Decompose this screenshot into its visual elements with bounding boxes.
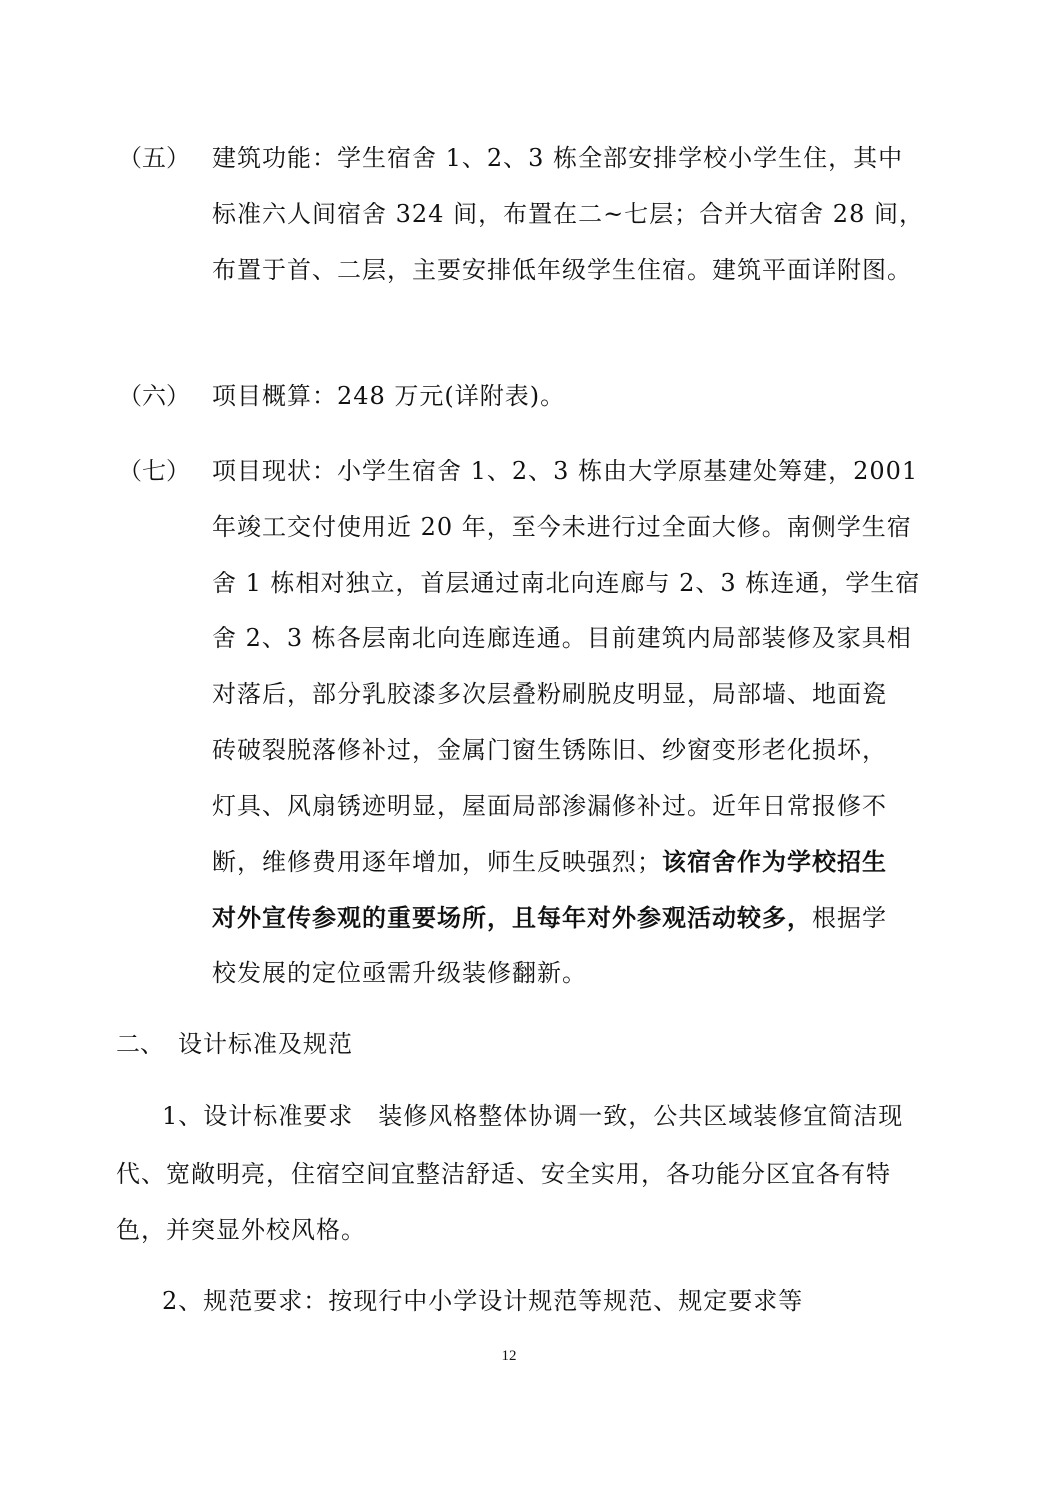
item-7-line-5: 对落后，部分乳胶漆多次层叠粉刷脱皮明显，局部墙、地面瓷 bbox=[212, 680, 887, 708]
item-7-line-8-normal: 断，维修费用逐年增加，师生反映强烈； bbox=[212, 848, 662, 876]
item-7-line-8 bbox=[212, 846, 887, 878]
item-7-line-7: 灯具、风扇锈迹明显，屋面局部渗漏修补过。近年日常报修不 bbox=[212, 792, 887, 820]
item-7-line-1: 项目现状：小学生宿舍 1、2、3 栋由大学原基建处筹建，2001 bbox=[212, 457, 919, 485]
page-number: 12 bbox=[501, 1348, 517, 1364]
item-5-marker: （五） bbox=[118, 144, 190, 172]
item-7-line-8-bold: 该宿舍作为学校招生 bbox=[662, 847, 887, 876]
para-1-line-3: 色，并突显外校风格。 bbox=[116, 1216, 366, 1244]
item-6-marker: （六） bbox=[118, 382, 190, 410]
item-7-line-6: 砖破裂脱落修补过，金属门窗生锈陈旧、纱窗变形老化损坏， bbox=[212, 736, 887, 764]
item-7-marker: （七） bbox=[118, 457, 190, 485]
item-7-line-2: 年竣工交付使用近 20 年，至今未进行过全面大修。南侧学生宿 bbox=[212, 513, 912, 541]
item-7-line-4: 舍 2、3 栋各层南北向连廊连通。目前建筑内局部装修及家具相 bbox=[212, 624, 912, 652]
item-7-line-10: 校发展的定位亟需升级装修翻新。 bbox=[212, 959, 587, 987]
item-5-line-1: 建筑功能：学生宿舍 1、2、3 栋全部安排学校小学生住，其中 bbox=[212, 144, 904, 172]
para-1-line-2: 代、宽敞明亮，住宿空间宜整洁舒适、安全实用，各功能分区宜各有特 bbox=[116, 1160, 891, 1188]
item-7-line-3: 舍 1 栋相对独立，首层通过南北向连廊与 2、3 栋连通，学生宿 bbox=[212, 569, 921, 597]
para-2-line: 2、规范要求：按现行中小学设计规范等规范、规定要求等 bbox=[162, 1287, 804, 1315]
para-1-line-1: 1、设计标准要求 装修风格整体协调一致，公共区域装修宜简洁现 bbox=[162, 1102, 904, 1130]
item-6-line: 项目概算：248 万元(详附表)。 bbox=[212, 382, 566, 410]
section-2-marker: 二、 bbox=[116, 1030, 164, 1058]
item-7-line-9-bold: 对外宣传参观的重要场所，且每年对外参观活动较多， bbox=[212, 903, 812, 932]
item-5-line-2: 标准六人间宿舍 324 间，布置在二~七层；合并大宿舍 28 间， bbox=[212, 200, 924, 228]
item-7-line-9-normal: 根据学 bbox=[812, 904, 887, 932]
section-2-title: 设计标准及规范 bbox=[178, 1030, 353, 1058]
item-5-line-3: 布置于首、二层，主要安排低年级学生住宿。建筑平面详附图。 bbox=[212, 256, 912, 284]
item-7-line-9 bbox=[212, 902, 887, 934]
